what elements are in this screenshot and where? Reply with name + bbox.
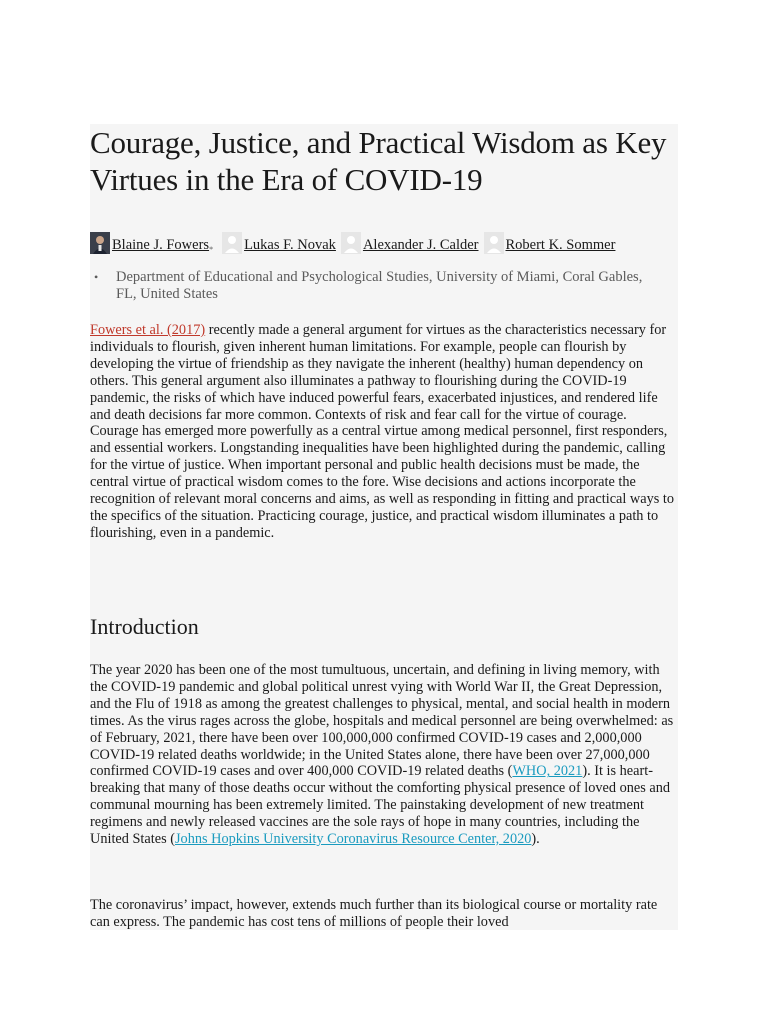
author-photo-icon (90, 232, 110, 254)
author-1 (90, 232, 213, 254)
avatar-placeholder-icon (222, 232, 242, 254)
author-3 (341, 232, 479, 254)
author-list (90, 224, 678, 254)
author-marker: * (209, 245, 214, 254)
section-heading-introduction: Introduction (90, 614, 199, 639)
avatar-placeholder-icon (341, 232, 361, 254)
abstract-text: recently made a general argument for virtues as the characteristics necessary for individuals to flourish, given inherent human limitations. For example, people can flourish by developing the virtue of friendship as they navigate the inherent (healthy) human dependency on others. This general argument also illuminates a pathway to flourishing during the COVID-19 pandemic, the risks of which have induced powerful fears, exacerbated injustices, and rendered life and death decisions far more common. Contexts of risk and fear call for the virtue of courage. Courage has emerged more powerfully as a central virtue among medical personnel, first responders, and essential workers. Longstanding inequalities have been highlighted during the pandemic, calling for the virtue of justice. When important personal and public health decisions must be made, the central virtue of practical wisdom comes to the fore. Wise decisions and actions incorporate the recognition of relevant moral concerns and aims, as well as responding in fitting and practical ways to the specifics of the situation. Practicing courage, justice, and practical wisdom illuminates a path to flourishing, even in a pandemic. (90, 322, 675, 541)
intro-text-a: The year 2020 has been one of the most tumultuous, uncertain, and defining in living memory, with the COVID-19 pandemic and global political unrest vying with World War II, the Great Depression, and the Flu of 1918 as among the greatest challenges to physical, mental, and social health in modern times. As the virus rages across the globe, hospitals and medical personnel are being overwhelmed: as of February, 2021, there have been over 100,000,000 confirmed COVID-19 cases and 2,000,000 COVID-19 related deaths worldwide; in the United States alone, there have been over 27,000,000 confirmed COVID-19 cases and over 400,000 COVID-19 related deaths ( (90, 662, 674, 780)
author-link-2[interactable]: Lukas F. Novak (244, 237, 336, 253)
article-title: Courage, Justice, and Practical Wisdom as Key Virtues in the Era of COVID-19 (90, 125, 667, 197)
avatar-placeholder-icon (484, 232, 504, 254)
intro-text-c: ). (531, 831, 540, 848)
article-page (90, 124, 678, 930)
author-2 (222, 232, 336, 254)
author-link-3[interactable]: Alexander J. Calder (362, 237, 479, 253)
intro-paragraph-1 (90, 662, 678, 848)
author-4 (484, 232, 616, 254)
affiliation: • Department of Educational and Psychological Studies, University of Miami, Coral Gables, FL, United States (116, 269, 656, 303)
who-citation-link[interactable]: WHO, 2021 (512, 763, 583, 780)
author-link-1[interactable]: Blaine J. Fowers (112, 237, 210, 253)
intro-text-b: ). It is heart-breaking that many of those deaths occur without the comforting physical presence of loved ones and communal mourning has been extremely limited. The painstaking development of new treatment regimens and newly released vaccines are the sole rays of hope in many countries, including the United States ( (90, 763, 671, 848)
author-link-4[interactable]: Robert K. Sommer (505, 237, 616, 253)
intro-paragraph-2: The coronavirus’ impact, however, extends much further than its biological course or mortality rate can express. The pandemic has cost tens of millions of people their loved (90, 897, 658, 930)
abstract (90, 322, 678, 542)
jhu-citation-link[interactable]: Johns Hopkins University Coronavirus Resource Center, 2020 (174, 831, 532, 848)
abstract-citation-link[interactable]: Fowers et al. (2017) (90, 322, 206, 338)
